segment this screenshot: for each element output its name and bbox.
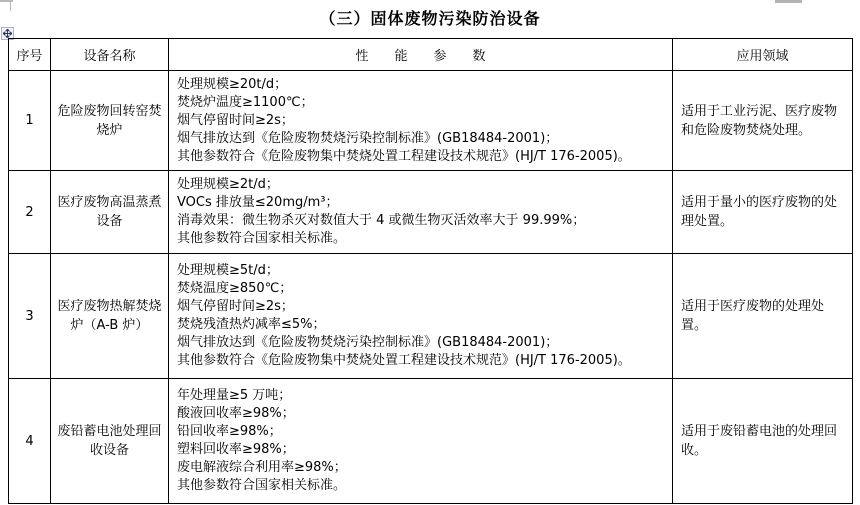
param-line: 烟气排放达到《危险废物焚烧污染控制标准》(GB18484-2001)； — [177, 335, 559, 350]
param-line: 年处理量≥5 万吨； — [177, 388, 292, 403]
table-row — [9, 171, 853, 254]
param-line: 处理规模≥2t/d； — [177, 177, 279, 192]
header-performance-params: 性 能 参 数 — [169, 39, 673, 71]
param-line: 焚烧炉温度≥1100℃； — [177, 94, 314, 110]
param-line: 焚烧残渣热灼减率≤5%； — [177, 317, 326, 332]
cell-application-field: 适用于工业污泥、医疗废物和危险废物焚烧处理。 — [673, 71, 853, 171]
table-row — [9, 254, 853, 379]
table-move-handle-icon — [3, 29, 12, 38]
header-serial-number: 序号 — [9, 39, 51, 71]
page-title: （三）固体废物污染防治设备 — [319, 9, 541, 28]
param-line: 塑料回收率≥98%； — [177, 442, 295, 457]
cell-equipment-name: 危险废物回转窑焚烧炉 — [51, 71, 169, 171]
header-equipment-name: 设备名称 — [51, 39, 169, 71]
cell-equipment-name: 医疗废物热解焚烧炉（A-B 炉） — [51, 254, 169, 379]
param-line: 铅回收率≥98%； — [177, 424, 282, 439]
cell-serial-number: 3 — [9, 254, 51, 379]
table-row — [9, 379, 853, 504]
table-row — [9, 71, 853, 171]
param-line: 其他参数符合国家相关标准。 — [177, 478, 347, 493]
param-line: 其他参数符合国家相关标准。 — [177, 231, 347, 246]
cell-equipment-name: 废铅蓄电池处理回收设备 — [51, 379, 169, 504]
param-line: 烟气排放达到《危险废物焚烧污染控制标准》(GB18484-2001)； — [177, 130, 559, 146]
page-boundary-mark — [0, 0, 13, 2]
cell-application-field: 适用于医疗废物的处理处置。 — [673, 254, 853, 379]
cell-performance-params — [169, 379, 673, 504]
cell-application-field: 适用于废铅蓄电池的处理回收。 — [673, 379, 853, 504]
param-line: 处理规模≥20t/d； — [177, 76, 288, 92]
cell-performance-params — [169, 171, 673, 254]
param-line: 烟气停留时间≥2s； — [177, 299, 294, 314]
table-header-row — [9, 39, 853, 71]
cell-serial-number: 2 — [9, 171, 51, 254]
param-line: 焚烧温度≥850℃； — [177, 281, 293, 296]
param-line: VOCs 排放量≤20mg/m³； — [177, 195, 339, 210]
param-line: 处理规模≥5t/d； — [177, 263, 279, 278]
cell-equipment-name: 医疗废物高温蒸煮设备 — [51, 171, 169, 254]
cell-serial-number: 4 — [9, 379, 51, 504]
param-line: 酸液回收率≥98%； — [177, 406, 295, 421]
param-line: 其他参数符合《危险废物集中焚烧处置工程建设技术规范》(HJ/T 176-2005)。 — [177, 148, 631, 164]
param-line: 其他参数符合《危险废物集中焚烧处置工程建设技术规范》(HJ/T 176-2005)。 — [177, 353, 631, 368]
cell-serial-number: 1 — [9, 71, 51, 171]
header-application-field: 应用领域 — [673, 39, 853, 71]
cell-performance-params — [169, 71, 673, 171]
param-line: 废电解液综合利用率≥98%； — [177, 460, 347, 475]
param-line: 烟气停留时间≥2s； — [177, 112, 294, 128]
cell-performance-params — [169, 254, 673, 379]
page-boundary-mark — [775, 0, 802, 3]
param-line: 消毒效果：微生物杀灭对数值大于 4 或微生物灭活效率大于 99.99%； — [177, 213, 586, 228]
cell-application-field: 适用于量小的医疗废物的处理处置。 — [673, 171, 853, 254]
equipment-table — [8, 38, 853, 504]
